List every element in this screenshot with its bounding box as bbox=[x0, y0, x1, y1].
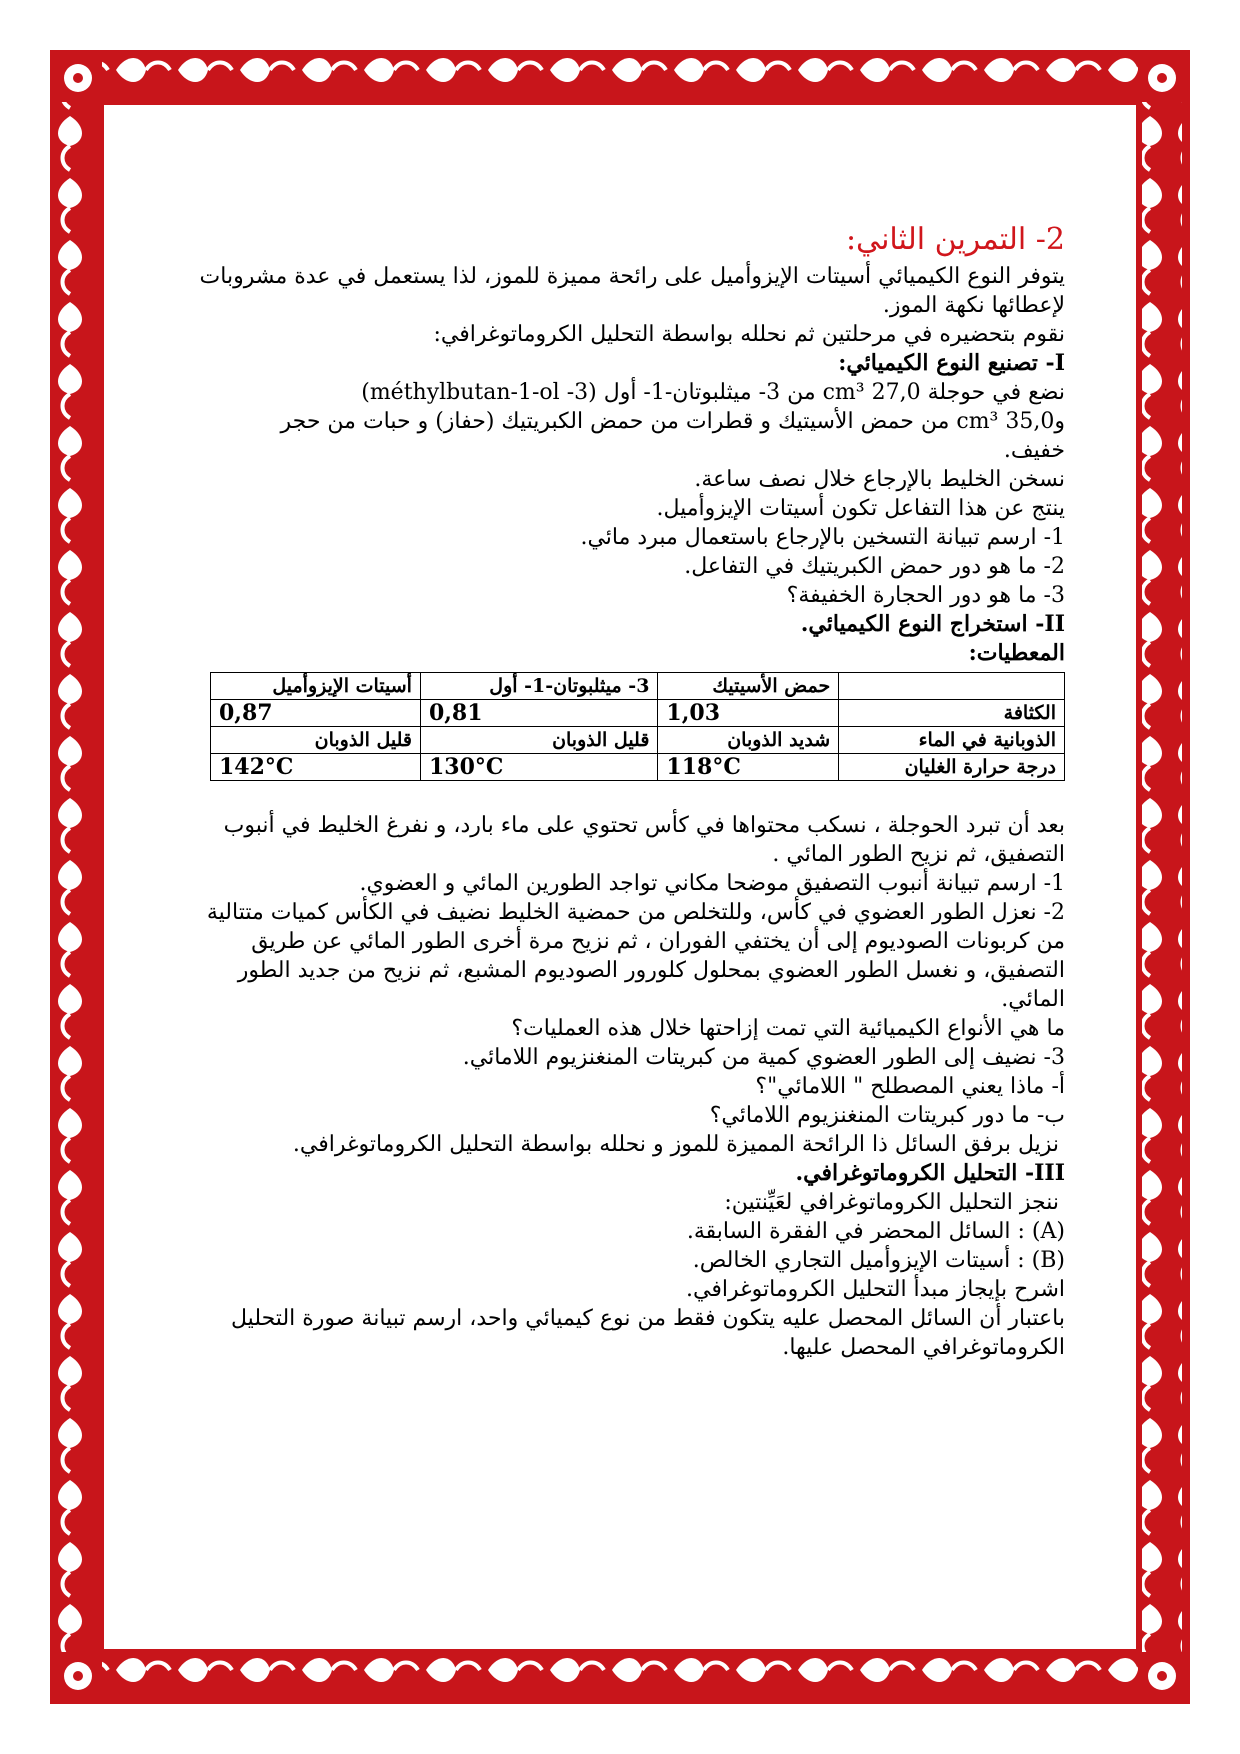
table-cell: 130°C bbox=[420, 754, 657, 781]
part2-question-2e: ما هي الأنواع الكيميائية التي تمت إزاحتها خلال هذه العمليات؟ bbox=[511, 1016, 1065, 1041]
table-row bbox=[211, 754, 1065, 781]
table-header: حمض الأسيتيك bbox=[658, 673, 839, 700]
table-cell: 142°C bbox=[211, 754, 421, 781]
part2-question-1: 1- ارسم تبيانة أنبوب التصفيق موضحا مكاني تواجد الطورين المائي و العضوي. bbox=[359, 871, 1065, 896]
table-cell: درجة حرارة الغليان bbox=[839, 754, 1065, 781]
part2-question-3: 3- نضيف إلى الطور العضوي كمية من كبريتات المنغنزيوم اللامائي. bbox=[462, 1045, 1065, 1070]
table-cell: قليل الذوبان bbox=[420, 727, 657, 754]
table-cell: 118°C bbox=[658, 754, 839, 781]
intro-line-1: يتوفر النوع الكيميائي أسيتات الإيزوأميل على رائحة مميزة للموز، لذا يستعمل في عدة مشروبات bbox=[199, 264, 1065, 289]
part2-para-2: التصفيق، ثم نزيح الطور المائي . bbox=[772, 842, 1065, 867]
part3-heading: III- التحليل الكروماتوغرافي. bbox=[795, 1160, 1065, 1186]
table-cell: 0,87 bbox=[211, 700, 421, 727]
part1-line-4: نسخن الخليط بالإرجاع خلال نصف ساعة. bbox=[694, 467, 1065, 492]
intro-line-2: لإعطائها نكهة الموز. bbox=[882, 293, 1065, 318]
part1-line-2: و35,0 cm³ من حمض الأسيتيك و قطرات من حمض الكبريتيك (حفاز) و حبات من حجر bbox=[280, 409, 1065, 434]
table-cell: شديد الذوبان bbox=[658, 727, 839, 754]
data-label: المعطيات: bbox=[968, 640, 1065, 666]
table-cell: 0,81 bbox=[420, 700, 657, 727]
part1-line-3: خفيف. bbox=[1003, 438, 1065, 463]
part3-line-5: باعتبار أن السائل المحصل عليه يتكون فقط من نوع كيميائي واحد، ارسم تبيانة صورة التحليل bbox=[231, 1306, 1065, 1331]
table-header: أسيتات الإيزوأميل bbox=[211, 673, 421, 700]
intro-line-3: نقوم بتحضيره في مرحلتين ثم نحلله بواسطة التحليل الكروماتوغرافي: bbox=[433, 322, 1065, 347]
part2-para-1: بعد أن تبرد الحوجلة ، نسكب محتواها في كأس تحتوي على ماء بارد، و نفرغ الخليط في أنبوب bbox=[223, 813, 1065, 838]
part2-para-3: نزيل برفق السائل ذا الرائحة المميزة للموز و نحلله بواسطة التحليل الكروماتوغرافي. bbox=[292, 1132, 1059, 1157]
part2-question-3a: أ- ماذا يعني المصطلح " اللامائي"؟ bbox=[755, 1074, 1065, 1099]
table-cell: 1,03 bbox=[658, 700, 839, 727]
table-row bbox=[211, 700, 1065, 727]
part1-heading: I- تصنيع النوع الكيميائي: bbox=[838, 350, 1065, 376]
part2-question-3b: ب- ما دور كبريتات المنغنزيوم اللامائي؟ bbox=[709, 1103, 1065, 1128]
exercise-content bbox=[185, 220, 1065, 1362]
part2-heading: II- استخراج النوع الكيميائي. bbox=[800, 611, 1065, 637]
part1-question-1: 1- ارسم تبيانة التسخين بالإرجاع باستعمال مبرد مائي. bbox=[580, 525, 1065, 550]
part1-line-5: ينتج عن هذا التفاعل تكون أسيتات الإيزوأميل. bbox=[656, 496, 1065, 521]
table-cell: الكثافة bbox=[839, 700, 1065, 727]
table-row bbox=[211, 727, 1065, 754]
part1-question-2: 2- ما هو دور حمض الكبريتيك في التفاعل. bbox=[684, 554, 1065, 579]
part3-line-1: ننجز التحليل الكروماتوغرافي لعَيِّنتين: bbox=[724, 1190, 1059, 1215]
part2-question-2b: من كربونات الصوديوم إلى أن يختفي الفوران ، ثم نزيح مرة أخرى الطور المائي عن طريق bbox=[251, 929, 1065, 954]
table-cell: الذوبانية في الماء bbox=[839, 727, 1065, 754]
table-cell bbox=[839, 673, 1065, 700]
part3-line-6: الكروماتوغرافي المحصل عليها. bbox=[782, 1335, 1065, 1360]
part1-line-1: نضع في حوجلة 27,0 cm³ من 3- ميثلبوتان-1- أول (3- méthylbutan-1-ol) bbox=[361, 380, 1065, 405]
exercise-title: 2- التمرين الثاني: bbox=[845, 222, 1065, 257]
part3-line-3: (B) : أسيتات الإيزوأميل التجاري الخالص. bbox=[692, 1248, 1065, 1273]
part2-question-2a: 2- نعزل الطور العضوي في كأس، وللتخلص من حمضية الخليط نضيف في الكأس كميات متتالية bbox=[206, 900, 1065, 925]
part3-line-4: اشرح بإيجاز مبدأ التحليل الكروماتوغرافي. bbox=[686, 1277, 1065, 1302]
table-row bbox=[211, 673, 1065, 700]
part2-question-2d: المائي. bbox=[1001, 987, 1065, 1012]
part2-question-2c: التصفيق، و نغسل الطور العضوي بمحلول كلورور الصوديوم المشبع، ثم نزيح من جديد الطور bbox=[237, 958, 1065, 983]
part1-question-3: 3- ما هو دور الحجارة الخفيفة؟ bbox=[786, 583, 1065, 608]
part3-line-2: (A) : السائل المحضر في الفقرة السابقة. bbox=[686, 1219, 1065, 1244]
data-table bbox=[210, 672, 1065, 781]
table-header: 3- ميثلبوتان-1- أول bbox=[420, 673, 657, 700]
table-cell: قليل الذوبان bbox=[211, 727, 421, 754]
